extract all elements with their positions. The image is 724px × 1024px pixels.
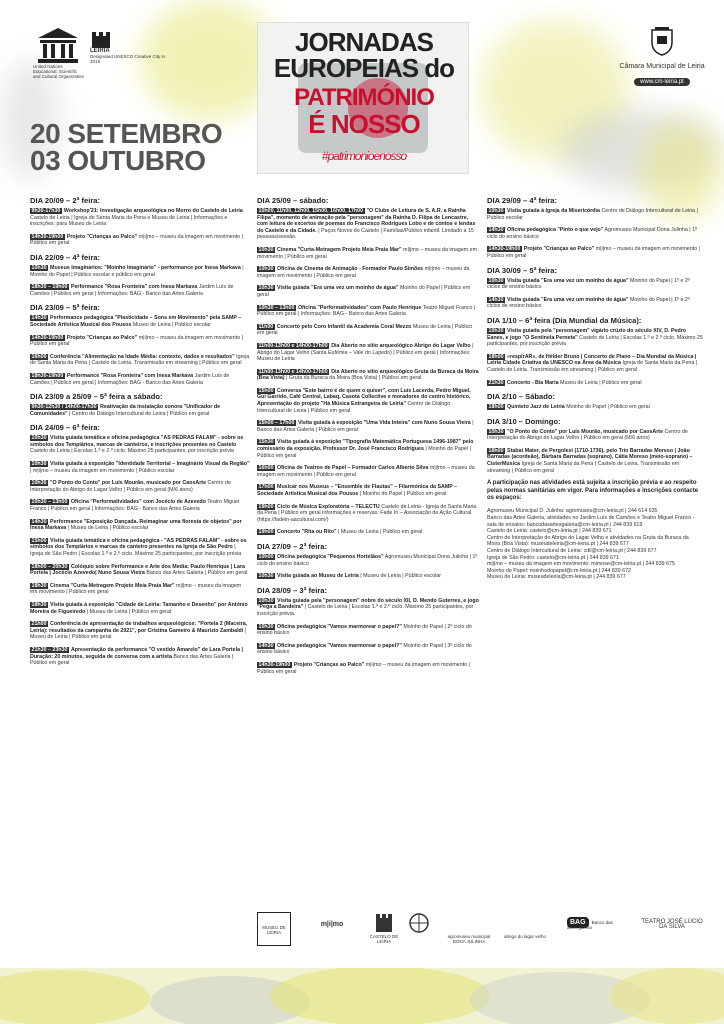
event-title: Colóquio sobre Performance e Arte dos Media: Paulo Henrique | Lara Portela | Jocécio Azevedo| Nuno Sousa Vieira [30,563,245,577]
contact-line: Banco das Artes Galeria, atividades no Jardim Luís de Camões e Teatro Miguel Franco - sala de ensaios: bancodasartesgaleria@cm-leiria.pt | 244 839 619 [487,515,695,528]
event-title: Concerto - Bia Maria [507,379,559,386]
event-title: Musicar nos Museus – "Ensemble de Flautas" – Filarmónica da SAMP – Sociedade Artística Musical dos Pousos [257,484,458,497]
leiria-label: LEIRIA [90,48,110,54]
event-title: Conversa "Este bairro é de quem o quiser", com Luís Lacerda, Pedro Miguel, Gui Garrido, Café Central, Labaq, Casota Collective e moradores do centro histórico. Apresentação do projeto "Há Música Estrangeira de Leiria" [257,387,471,408]
event-time: 10h00, 11h00, 12h00, 15h00, 16h00, 17h00 [258,208,364,214]
event-entry [487,278,703,291]
event-time: 21h30 – 23h30 [31,646,68,653]
event-time: 18h00 – 20h30 [31,563,68,570]
event-time: 10h30 [31,480,47,487]
program-column-1 [30,196,250,673]
event-details: | Igreja de São Pedro | Escolas 1.º e 2.º ciclo. Máximo 25 participantes, por inscrição prévia [30,544,242,557]
camara-url: www.cm-leiria.pt [634,78,690,86]
event-details: m|i|mo – museu da imagem em movimento | Público em geral [30,233,243,247]
event-details: | Castelo de Leiria | Escolas 1.º e 2.º ciclo. Máximo 25 participantes, por inscrição prévia. [257,604,474,617]
event-entry [257,484,479,497]
event-title: Conferência de apresentação de trabalhos arqueológicos: "Portela 2 (Maceira, Leiria): resultados da campanha de 2021", por Cristina Gameiro & Maurizio Zambaldi [30,621,248,634]
event-title: Apresentação da performance "O vestido Amarelo" de Lara Portela | Duração: 20 minutos, seguida de conversa com a artista [30,646,243,660]
event-entry [257,247,479,260]
event-title: Oficina "Performatividades" com Jocécio de Azevedo [70,499,206,506]
event-title: Visita guiada temática e oficina pedagógica "AS PEDRAS FALAM" - sobre os símbolos dos Templários, marcas de canteiros, e inscrições presentes no Castelo [30,435,244,448]
event-entry [487,246,703,259]
event-entry [257,343,479,363]
event-entry [30,480,250,493]
event-title: Visita guiada ao Museu de Leiria [277,573,359,580]
event-time: 19h00 [258,529,274,536]
event-details: | Museu de Leiria | Público em geral [337,529,423,536]
event-entry [257,529,479,536]
partner-logos [257,912,712,948]
event-details: Moinho do Papel | 1º e 2º ciclos de ensino básico [487,296,690,310]
event-entry [487,380,703,387]
event-time: 10h30 [488,428,504,435]
event-entry [487,448,703,474]
event-time: 14h30-19h00 [258,661,291,668]
event-time: 14h30 [31,315,47,322]
event-title: Conferência "Alimentação na Idade Média: contexto, dados e resultados" [50,353,235,360]
event-entry [257,624,479,637]
event-entry [487,227,703,240]
event-title: Museus Imaginários: "Moinho Imaginário" - performance por Inesa Markava [50,264,241,271]
leiria-caption: Designated UNESCO Creative City in 2019 [90,54,166,64]
camara-name: Câmara Municipal de Leiria [619,63,705,70]
event-entry [30,461,250,474]
day-heading: DIA 30/09 – 5ª feira: [487,265,558,275]
day-heading: DIA 29/09 – 4ª feira: [487,196,558,205]
event-entry [30,234,250,247]
event-time: 10h00 [258,553,274,560]
event-entry [30,647,250,667]
event-time: 10h30 – 13h00 [258,304,295,311]
event-time: 10h30 [258,573,274,580]
day-heading: DIA 24/09 – 6ª feira: [30,423,101,433]
event-entry [257,369,479,382]
event-title: Performance "Exposição Dançada. Reimaginar uma floresta de objetos" por Inesa Markava [30,518,242,532]
event-entry [257,439,479,459]
event-title: Oficina "Performatividades" com Paulo Henrique [297,304,422,311]
date-start: 20 SETEMBRO [30,118,223,149]
event-details: | Moinho do Papel | Público em geral [257,446,471,459]
event-time: 18h30 [31,582,47,589]
event-details: Museu de Leiria | Público escolar [132,321,211,328]
event-title: Reativação da instalação sonora "Unificador de Comunidades" [30,404,221,417]
event-title: Oficina de Cinema de Animação - Formador Paulo Simões [277,266,424,273]
event-details: Castelo de Leiria | Escolas 1.º e 2.º ciclo. Máximo 25 participantes, por inscrição prévia [30,448,234,455]
event-title: Visita guiada à exposição "Identidade Territorial – Imaginário Visual da Região" [50,461,250,468]
event-details: m|i|mo – museu da imagem em movimento | Público em geral [257,266,470,279]
program-column-2 [257,196,479,681]
event-title: Visita guiada pela "personagem" vigário crúzio do século XIV, D. Pedro Eanes, e jogo "O Sentinela Perneta" [487,327,687,341]
day-heading: DIA 22/09 – 4ª feira: [30,252,101,262]
event-title: Visita guiada à exposição "Uma Vida Inteira" com Nuno Sousa Vieira [297,420,471,427]
event-details: Jardim Luís de Camões | Público em geral | Informações: BAG - Banco das Artes Galeria [30,284,234,297]
event-details: Centro de Diálogo Intercultural de Leiria | Público em geral [257,401,451,414]
unesco-caption: United Nations Educational, Scientific and Cultural Organization [33,64,85,79]
event-entry [487,354,703,374]
abrigo-do-lagar-velho-logo: abrigo do lagar velho [503,934,547,939]
event-details: Moinho do Papel | 1º e 2º ciclos de ensino básico [487,277,690,291]
event-entry [487,328,703,348]
day-heading: DIA 28/09 – 3ª feira: [257,585,328,595]
event-title: Visita guiada "Era uma vez um moinho de água" [507,296,629,303]
event-title: "O Ponto do Conto" por Luís Mourão, musicado por CaosArte [50,480,207,487]
event-entry [257,420,479,433]
event-title: "O Ponto do Conto" por Luís Mourão, musicado por CaosArte [507,428,664,435]
event-details: Museu de Leiria | Público em geral [257,323,473,337]
event-title: Concerto "Rita ou Rito" [277,529,337,536]
event-details: | Museu de Leiria | Público escolar [360,573,442,580]
event-time: 18h30-19h00 [31,372,64,379]
day-heading: DIA 23/09 a 25/09 – 5ª feira a sábado: [30,392,163,402]
event-time: 18h30 – 19h00 [31,284,68,291]
date-range [30,120,222,174]
event-time: 10h30 [258,623,274,630]
contact-line: Centro de Diálogo Intercultural de Leiria: cdil@cm-leiria.pt | 244 839 677 [487,548,657,555]
poster-title-line3: PATRIMÓNIO [294,84,434,111]
event-details: m|i|mo – museu da imagem em movimento | Público em geral [30,582,242,596]
event-entry [30,621,250,641]
event-title: Concerto pelo Coro Infantil da Academia Coral Mezzo [276,323,412,330]
event-entry [30,404,250,417]
event-details: | Museu de Leiria | Público escolar [67,525,149,532]
event-entry [487,208,703,221]
registration-notice: A participação nas atividades está sujeita a inscrição prévia e ao respeito pelas normas sanitárias em vigor. Para informações e inscrições contacte os espaços: [487,480,699,502]
event-entry [30,315,250,328]
event-time: 14h30 [488,227,504,234]
event-entry [30,499,250,512]
event-entry [257,662,479,675]
event-details: Castelo de Leiria | Escolas 1.º e 2.º ciclo. Máximo 25 participantes, por inscrição prévia [487,334,703,348]
event-entry [257,388,479,414]
event-time: 10h30 [488,277,504,284]
contact-line: m|i|mo – museu da imagem em movimento: mimose@cm-leiria.pt | 244 839 675 [487,561,675,568]
dona-julinha-logo: agromuseu municipal DONA JULINHA [447,934,491,944]
castelo-de-leiria-logo: CASTELO DE LEIRIA [367,912,401,946]
event-time: 14h30 [258,642,274,649]
event-title: Quinteto Jazz de Leiria [507,404,565,411]
event-details: Castelo de Leiria - Igreja de Santa Maria da Pena | Público em geral Informações e reservas: Fade In – Associação de Ação Cultural (https://fadein-aacultural.com/) [257,503,477,523]
day-heading: DIA 23/09 – 5ª feira: [30,303,101,313]
event-details: Castelo de Leiria | Igreja de Santa Maria da Pena e Museu de Leiria | Informações e inscrições: para Museu de Leiria [30,214,228,228]
event-time: 10h30 [488,208,504,214]
event-details: | Museu de Leiria | Público em geral [30,627,247,641]
event-time: 10h30 [488,327,504,334]
day-heading: DIA 25/09 – sábado: [257,196,329,205]
event-time: 11h00-13h00 e 14h00-17h00 [258,368,328,375]
event-details: m|i|mo – museu da imagem em movimento | Público em geral [257,465,475,478]
event-details: | Moinho do Papel | Público escolar e público em geral [30,264,244,278]
event-time: 21h00 [31,621,47,628]
leiria-creative-city-logo [90,30,170,90]
event-entry [30,265,250,278]
event-title: "O Clube de Leitura de S. A.R. a Rainha Filipa", momento de animação pela "personagem" da Rainha D. Filipa de Lencastre, com leitura de excertos de poemas do Francisco Rodrigues Lobo e de contos e lendas do Castelo e da Cidade. [257,208,476,234]
event-details: Moinho do Papel | 3º ciclo do ensino básico [257,642,472,656]
event-details: m|i|mo – museu da imagem em movimento | Público em geral [487,246,700,259]
contact-line: Igreja de São Pedro: castelo@cm-leiria.pt | 244 839 671 [487,554,619,561]
event-time: 10h30 [31,264,47,271]
event-time: 11h00-13h00 e 14h00-17h00 [258,342,328,349]
event-entry [257,554,479,567]
event-time: 21h30 [488,379,504,386]
event-title: Performance pedagógica "Plasticidade – Sons em Movimento" pela SAMP – Sociedade Artística Musical dos Pousos [30,315,242,328]
event-entry [487,297,703,310]
event-time: 19h00 [258,503,274,510]
event-entry [30,519,250,532]
event-time: 15h00 [31,537,47,544]
event-title: Projeto "Crianças ao Palco" [66,334,138,341]
header [0,0,724,190]
event-entry [257,598,479,618]
event-details: | Moinho do Papel | Público em geral [359,491,447,497]
event-time: 18h30 [31,601,47,608]
event-title: Visita guiada à exposição "Tipografia Matemática Portuguesa 1496-1987" pelo comissário da exposição, Professor Dr. José Francisco Rodrigues [257,439,474,453]
event-entry [30,583,250,596]
castle-icon [374,912,394,932]
event-time: 11h00 [258,323,274,330]
event-time: 10h30 [258,285,274,292]
event-entry [30,564,250,577]
camara-municipal-logo [617,26,707,88]
event-entry [30,335,250,348]
event-time: 10h30 [31,435,47,442]
event-entry [257,504,479,524]
event-entry [30,373,250,386]
event-time: 10h30 [258,597,274,604]
event-time: 18h00 [488,404,504,411]
event-time: 9h30-17h30 [31,208,61,214]
event-details: | Paços Novos do Castelo | Famílias/Público infantil. Limitado a 15 pessoas/sessão. [257,227,474,241]
leiria-castle-icon [90,30,112,48]
event-time: 16h00 [258,465,274,472]
contact-line: Museu de Leiria: museudeleiria@cm-leiria.pt | 244 839 677 [487,574,626,581]
event-title: Ciclo de Música Exploratória – TELECTU [277,503,380,510]
event-time: 10h30 [31,461,47,468]
event-title: Visita guiada temática e oficina pedagógica - "AS PEDRAS FALAM" - sobre os símbolos dos Templários e marcas de canteiro presentes na Igreja de São Pedro [30,537,247,551]
event-time: 14h30 [488,296,504,303]
coat-of-arms-icon [649,26,675,56]
event-title: Visita guiada à Igreja da Misericórdia [507,208,600,214]
day-heading: DIA 3/10 – Domingo: [487,416,561,426]
event-title: Oficina pedagógica "Pequenos Hortelãos" [277,553,384,560]
day-heading: DIA 27/09 – 2ª feira: [257,541,328,551]
poster-hashtag: #patrimonioenosso [321,149,407,163]
event-time: 15h00 [258,387,274,394]
contact-line: Agromuseu Municipal D. Julinha: agromuseu@cm-leiria.pt | 244 614 635 [487,508,658,515]
unesco-temple-icon [34,26,82,66]
moinho-wheel-icon [407,912,431,946]
poster-title-line4: É NOSSO [308,109,420,139]
contact-line: Centro de Interpretação do Abrigo do Lagar Velho e atividades na Gruta da Buraca da Moira (Boa Vista): museudeleiria@cm-leiria.pt | 244 839 677 [487,534,689,548]
event-title: Performance "Rosa Fronteira" com Inesa Markava [70,284,198,291]
teatro-jose-lucio-logo: TEATRO JOSÉ LÚCIO DA SILVA [641,919,703,930]
event-details: Agromuseu Municipal Dona Julinha | 1º ciclo do ensino básico [257,553,478,567]
event-title: Performance "Rosa Fronteira" com Inesa Markava [66,372,194,379]
poster-title-line2: EUROPEIAS do [273,53,455,83]
event-title: «respirAR», de Hélder Bruno | Concerto de Piano – Dia Mundial da Música | Leiria Cidade Criativa da UNESCO na Área da Música [487,353,697,367]
event-title: Dia Aberto no sítio arqueológico Abrigo do Lagar Velho [331,342,471,349]
event-time: 14h30-19h00 [31,233,64,240]
event-title: Cinema "Curta-Metragem Projeto Meia Praia Mar" [50,582,175,589]
mimo-logo: m|i|mo [320,921,344,928]
event-entry [257,285,479,298]
event-poster-artwork [257,22,469,174]
event-entry [30,284,250,297]
event-details: Museu de Leiria | Público em geral [560,379,642,386]
event-title: Projeto "Crianças ao Palco" [66,233,138,240]
event-title: Oficina pedagógica "Vamos marmorear o papel?" [277,623,402,630]
event-details: Moinho do Papel | 2º ciclo do ensino básico [257,623,472,637]
event-title: Projeto "Crianças ao Palco" [523,246,595,253]
event-details: | Museu de Leiria | Público em geral [86,608,172,615]
event-entry [257,305,479,318]
event-time: 18h00 [488,447,504,454]
event-title: Visita guiada à exposição "Cidade de Leiria: Tamanho e Desenho" por António Moreira de Figueiredo [30,601,248,615]
event-details: Agromuseu Municipal Dona Julinha | 1º ciclo do ensino básico [487,227,698,240]
event-time: 15h30 [258,439,274,446]
banco-artes-galeria-logo: BAG Banco das artes galeria [567,919,613,930]
event-details: | m|i|mo – museu da imagem em movimento | Público escolar [30,467,175,474]
event-entry [30,538,250,558]
event-time: 14h30 [31,518,47,525]
event-entry [257,643,479,656]
event-title: Visita guiada "Era uma vez um moinho de água" [507,277,629,284]
event-details: | Gruta da Buraca da Moira (Boa Vista) | Público em geral [286,375,422,382]
event-time: 15h00 – 17h00 [258,420,295,427]
event-title: Workshop'21: Investigação arqueológica no Morro do Castelo de Leiria [63,208,243,214]
date-end: 03 OUTUBRO [30,145,206,176]
event-details: Centro de Interpretação do Abrigo do Lagar Velho | Público em geral (M/6 anos) [30,480,231,493]
event-details: m|i|mo – museu da imagem em movimento | Público em geral [30,334,243,348]
event-title: Oficina de Teatros de Papel – Formador Carlos Alberto Silva [277,465,429,472]
footer-watercolour [0,968,724,1024]
event-entry [257,266,479,279]
event-entry [487,404,703,411]
event-entry [30,435,250,455]
event-details: Moinho do Papel | Público em geral [257,285,471,298]
event-details: Banco das Artes Galeria | Público em geral [30,653,234,667]
event-details: | Abrigo do Lagar Velho (Santa Eufémia – Vale do Lapedo) | Público em geral | Informações: Museu de Leiria [257,342,474,363]
event-entry [30,602,250,615]
event-time: 16h00 [31,353,47,360]
event-title: Oficina pedagógica "Vamos marmorear o papel?" [277,642,402,649]
event-title: Dia Aberto no sítio arqueológico Gruta da Buraca da Moira (Boa Vista) [257,368,479,382]
event-details: Banco das Artes Galeria | Público em geral [146,570,248,577]
event-details: Moinho do Papel | Público em geral [566,404,650,411]
program-column-3 [487,196,703,581]
event-title: Visita guiada pela "personagem" nobre do século XII, D. Mendo Guterres, e jogo "Pega a Bandeira" [257,597,479,611]
event-entry [257,324,479,337]
event-title: Oficina pedagógica "Pinto o que vejo" [507,227,604,234]
event-time: 10h30 – 13h00 [31,499,68,506]
event-entry [487,429,703,442]
event-entry [257,573,479,580]
contact-line: Castelo de Leiria: castelo@cm-leiria.pt | 244 839 671 [487,528,612,535]
event-time: 9h30-12h30 / 14h00-17h30 [31,404,97,411]
poster-title-line1: JORNADAS [295,27,433,57]
day-heading: DIA 1/10 – 6ª feira (Dia Mundial da Música): [487,315,642,325]
day-heading: DIA 2/10 – Sábado: [487,392,556,402]
museu-de-leiria-logo: MUSEU DE LEIRIA [257,912,291,946]
event-details: Jardim Luís de Camões | Público em geral | Informações: BAG - Banco das Artes Galeria [30,372,230,386]
event-entry [257,208,479,241]
event-details: m|i|mo – museu da imagem em movimento | Público em geral [257,246,478,260]
event-time: 14h30-19h00 [31,334,64,341]
event-title: Visita guiada "Era uma vez um moinho de água" [277,285,399,292]
event-time: 18h00 [488,353,504,360]
event-entry [30,354,250,367]
event-details: Igreja de Santa Maria da Pena | Castelo de Leiria. Transmissão em streaming | Público em geral [487,360,698,373]
event-title: Projeto "Crianças ao Palco" [293,661,365,668]
event-time: 14h30-19h00 [488,246,521,253]
contact-line: Moinho do Papel: moinhodopapel@cm-leiria.pt | 244 839 672 [487,567,631,574]
event-details: Igreja de Santa Maria da Pena | Castelo de Leiria. Transmissão em streaming | Público em geral [30,353,250,367]
event-time: 17h00 [258,484,274,491]
event-details: | Centro de Diálogo Intercultural de Leiria | Público em geral [69,410,210,417]
event-details: Teatro Miguel Franco | Público em geral | Informações: BAG - Banco das Artes Galeria [30,499,240,513]
event-details: Igreja de Santa Maria da Pena | Castelo de Leiria. Transmissão em streaming | Público em geral [487,461,680,474]
event-title: Cinema "Curta-Metragem Projeto Meia Praia Mar" [277,246,402,253]
event-time: 10h30 [258,246,274,253]
day-heading: DIA 20/09 – 2ª feira: [30,196,101,205]
event-details: | Banco das Artes Galeria | Público em geral [257,420,474,433]
event-title: Stabat Mater, de Pergolesi (1710-1736), pelo Trio Barradas Moreso | João Barradas (acordeão), Bárbara Barradas (soprano), Cátia Moreso (meio-soprano) – CisterMúsica [487,447,693,468]
event-details: Centro de Diálogo Intercultural de Leiria | Público escolar [487,208,698,221]
event-details: Teatro Miguel Franco | Público em geral | Informações: BAG - Banco das Artes Galeria [257,304,476,318]
event-entry [257,465,479,478]
event-time: 10h30 [258,266,274,273]
event-entry [30,208,250,228]
event-details: Centro de Interpretação do Abrigo do Lagar Velho | Público em geral (M/6 anos) [487,428,688,442]
event-details: m|i|mo – museu da imagem em movimento | Público em geral [257,661,470,675]
